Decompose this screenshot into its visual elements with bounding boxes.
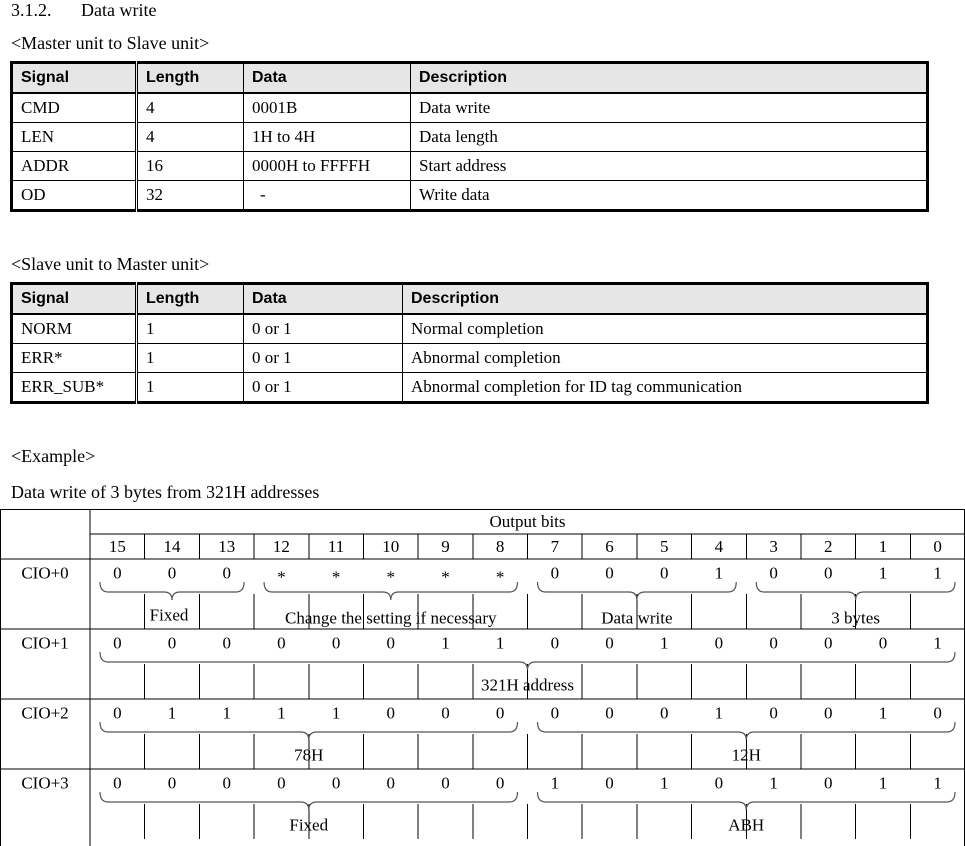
bit-value: * — [331, 567, 341, 587]
bit-value: 1 — [167, 703, 177, 723]
bit-value: 0 — [605, 563, 614, 583]
bit-number: 8 — [495, 537, 505, 556]
bit-value: 0 — [878, 633, 888, 653]
bit-value: 1 — [331, 703, 341, 723]
cell-data: 0 or 1 — [244, 344, 403, 373]
bit-value: 0 — [714, 633, 724, 653]
table-row — [12, 314, 928, 344]
table-row — [12, 344, 928, 373]
bit-value: 1 — [441, 633, 450, 653]
bit-value: 1 — [933, 563, 942, 583]
output-bits-table — [0, 509, 965, 846]
bit-value: * — [495, 567, 505, 587]
bit-value: 0 — [222, 633, 231, 653]
cell-signal: OD — [12, 181, 137, 211]
header-data: Data — [244, 284, 403, 315]
table-row — [12, 181, 928, 211]
bit-value: 1 — [714, 563, 724, 583]
bit-number: 14 — [163, 537, 181, 556]
cell-description: Start address — [411, 152, 928, 181]
bit-value: 0 — [222, 563, 231, 583]
bit-value: 0 — [659, 703, 669, 723]
bit-value: 1 — [769, 773, 778, 793]
table-row — [12, 373, 928, 403]
bit-value: * — [386, 567, 396, 587]
group-label: Fixed — [149, 605, 189, 625]
cell-length: 1 — [137, 314, 244, 344]
group-brace — [100, 792, 518, 810]
bit-value: 0 — [714, 773, 724, 793]
header-length: Length — [137, 284, 244, 315]
cell-signal: ADDR — [12, 152, 137, 181]
cell-description: Data length — [411, 123, 928, 152]
bit-value: 0 — [550, 633, 560, 653]
bit-value: 0 — [277, 633, 286, 653]
cell-data: 0000H to FFFFH — [244, 152, 411, 181]
cell-description: Abnormal completion for ID tag communication — [403, 373, 928, 403]
bit-value: 0 — [167, 773, 177, 793]
section-title: Data write — [81, 0, 157, 20]
cell-description: Data write — [411, 93, 928, 123]
bit-value: 0 — [386, 703, 396, 723]
bit-value: 0 — [113, 563, 122, 583]
bit-value: 0 — [933, 703, 942, 723]
bit-value: 1 — [878, 563, 888, 583]
bit-value: 0 — [222, 773, 231, 793]
row-label: CIO+2 — [21, 703, 69, 723]
group-label: Fixed — [289, 815, 329, 835]
bit-value: 0 — [113, 773, 122, 793]
cell-length: 1 — [137, 344, 244, 373]
group-brace — [756, 582, 955, 600]
group-brace — [100, 722, 518, 740]
cell-length: 1 — [137, 373, 244, 403]
cell-length: 4 — [137, 123, 244, 152]
header-description: Description — [403, 284, 928, 315]
cell-data: - — [244, 181, 411, 211]
bit-number: 3 — [769, 537, 778, 556]
cell-length: 16 — [137, 152, 244, 181]
bit-number: 12 — [272, 537, 290, 556]
cell-signal: ERR* — [12, 344, 137, 373]
bit-value: 0 — [441, 703, 450, 723]
group-label: Change the setting if necessary — [285, 608, 497, 628]
bit-number: 10 — [382, 537, 400, 556]
bit-number: 7 — [550, 537, 560, 556]
bit-number: 9 — [441, 537, 450, 556]
bit-value: * — [441, 567, 450, 587]
bit-value: 0 — [495, 773, 505, 793]
slave-to-master-caption: <Slave unit to Master unit> — [11, 254, 210, 274]
cell-data: 0001B — [244, 93, 411, 123]
cell-data: 1H to 4H — [244, 123, 411, 152]
bit-value: 0 — [659, 563, 669, 583]
bit-value: 0 — [550, 703, 560, 723]
master-to-slave-table — [10, 61, 929, 212]
bit-value: * — [277, 567, 286, 587]
cell-data: 0 or 1 — [244, 373, 403, 403]
bit-value: 1 — [878, 703, 888, 723]
slave-to-master-table — [10, 282, 929, 404]
bit-value: 0 — [824, 563, 833, 583]
group-label: 3 bytes — [831, 608, 880, 628]
bit-number: 5 — [659, 537, 669, 556]
bit-value: 1 — [714, 703, 724, 723]
bit-value: 1 — [933, 773, 942, 793]
bit-value: 0 — [277, 773, 286, 793]
table-header-row — [12, 63, 928, 94]
cell-description: Write data — [411, 181, 928, 211]
bit-value: 0 — [386, 633, 396, 653]
bit-value: 0 — [113, 633, 122, 653]
group-label: 12H — [731, 745, 761, 765]
group-label: Data write — [601, 608, 673, 628]
bit-value: 0 — [167, 633, 177, 653]
table-row — [12, 93, 928, 123]
row-label: CIO+3 — [21, 773, 69, 793]
bit-value: 0 — [441, 773, 450, 793]
table-row — [12, 123, 928, 152]
bit-value: 1 — [222, 703, 231, 723]
master-to-slave-caption: <Master unit to Slave unit> — [11, 33, 210, 53]
bit-value: 0 — [331, 633, 341, 653]
group-brace — [100, 582, 244, 600]
bit-value: 0 — [824, 633, 833, 653]
cell-signal: CMD — [12, 93, 137, 123]
cell-signal: LEN — [12, 123, 137, 152]
bit-value: 0 — [550, 563, 560, 583]
bit-value: 0 — [824, 773, 833, 793]
bit-value: 0 — [769, 703, 778, 723]
bit-value: 0 — [167, 563, 177, 583]
row-label: CIO+0 — [21, 563, 69, 583]
cell-length: 4 — [137, 93, 244, 123]
bit-value: 0 — [495, 703, 505, 723]
bit-value: 0 — [605, 703, 614, 723]
group-brace — [538, 792, 956, 810]
section-number: 3.1.2. — [11, 0, 52, 20]
table-row — [12, 152, 928, 181]
bit-number: 15 — [108, 537, 126, 556]
bit-number: 11 — [327, 537, 345, 556]
bit-value: 0 — [605, 633, 614, 653]
bit-value: 1 — [550, 773, 560, 793]
group-label: 78H — [294, 745, 324, 765]
bit-number: 6 — [605, 537, 614, 556]
group-brace — [100, 652, 955, 670]
bit-value: 0 — [769, 633, 778, 653]
bit-value: 1 — [495, 633, 505, 653]
bit-value: 1 — [659, 773, 669, 793]
cell-data: 0 or 1 — [244, 314, 403, 344]
bit-number: 13 — [218, 537, 236, 556]
header-data: Data — [244, 63, 411, 94]
output-bits-label: Output bits — [489, 512, 566, 531]
cell-signal: NORM — [12, 314, 137, 344]
row-label: CIO+1 — [21, 633, 69, 653]
table-header-row — [12, 284, 928, 315]
header-signal: Signal — [12, 284, 137, 315]
group-brace — [538, 722, 956, 740]
section-heading — [11, 0, 156, 21]
group-label: 321H address — [480, 675, 575, 695]
bit-number: 1 — [878, 537, 888, 556]
bit-value: 1 — [933, 633, 942, 653]
bit-value: 0 — [331, 773, 341, 793]
bit-value: 1 — [659, 633, 669, 653]
example-description: Data write of 3 bytes from 321H addresses — [11, 482, 320, 502]
example-caption: <Example> — [11, 446, 96, 466]
bit-value: 0 — [113, 703, 122, 723]
bit-number: 4 — [714, 537, 724, 556]
header-length: Length — [137, 63, 244, 94]
bit-value: 0 — [769, 563, 778, 583]
bit-number: 2 — [824, 537, 833, 556]
cell-signal: ERR_SUB* — [12, 373, 137, 403]
header-signal: Signal — [12, 63, 137, 94]
bit-number: 0 — [933, 537, 942, 556]
header-description: Description — [411, 63, 928, 94]
group-brace — [538, 582, 737, 600]
cell-length: 32 — [137, 181, 244, 211]
bit-value: 0 — [605, 773, 614, 793]
cell-description: Abnormal completion — [403, 344, 928, 373]
group-label: ABH — [728, 815, 765, 835]
bit-value: 0 — [386, 773, 396, 793]
bit-value: 1 — [277, 703, 286, 723]
bit-value: 1 — [878, 773, 888, 793]
bit-value: 0 — [824, 703, 833, 723]
cell-description: Normal completion — [403, 314, 928, 344]
